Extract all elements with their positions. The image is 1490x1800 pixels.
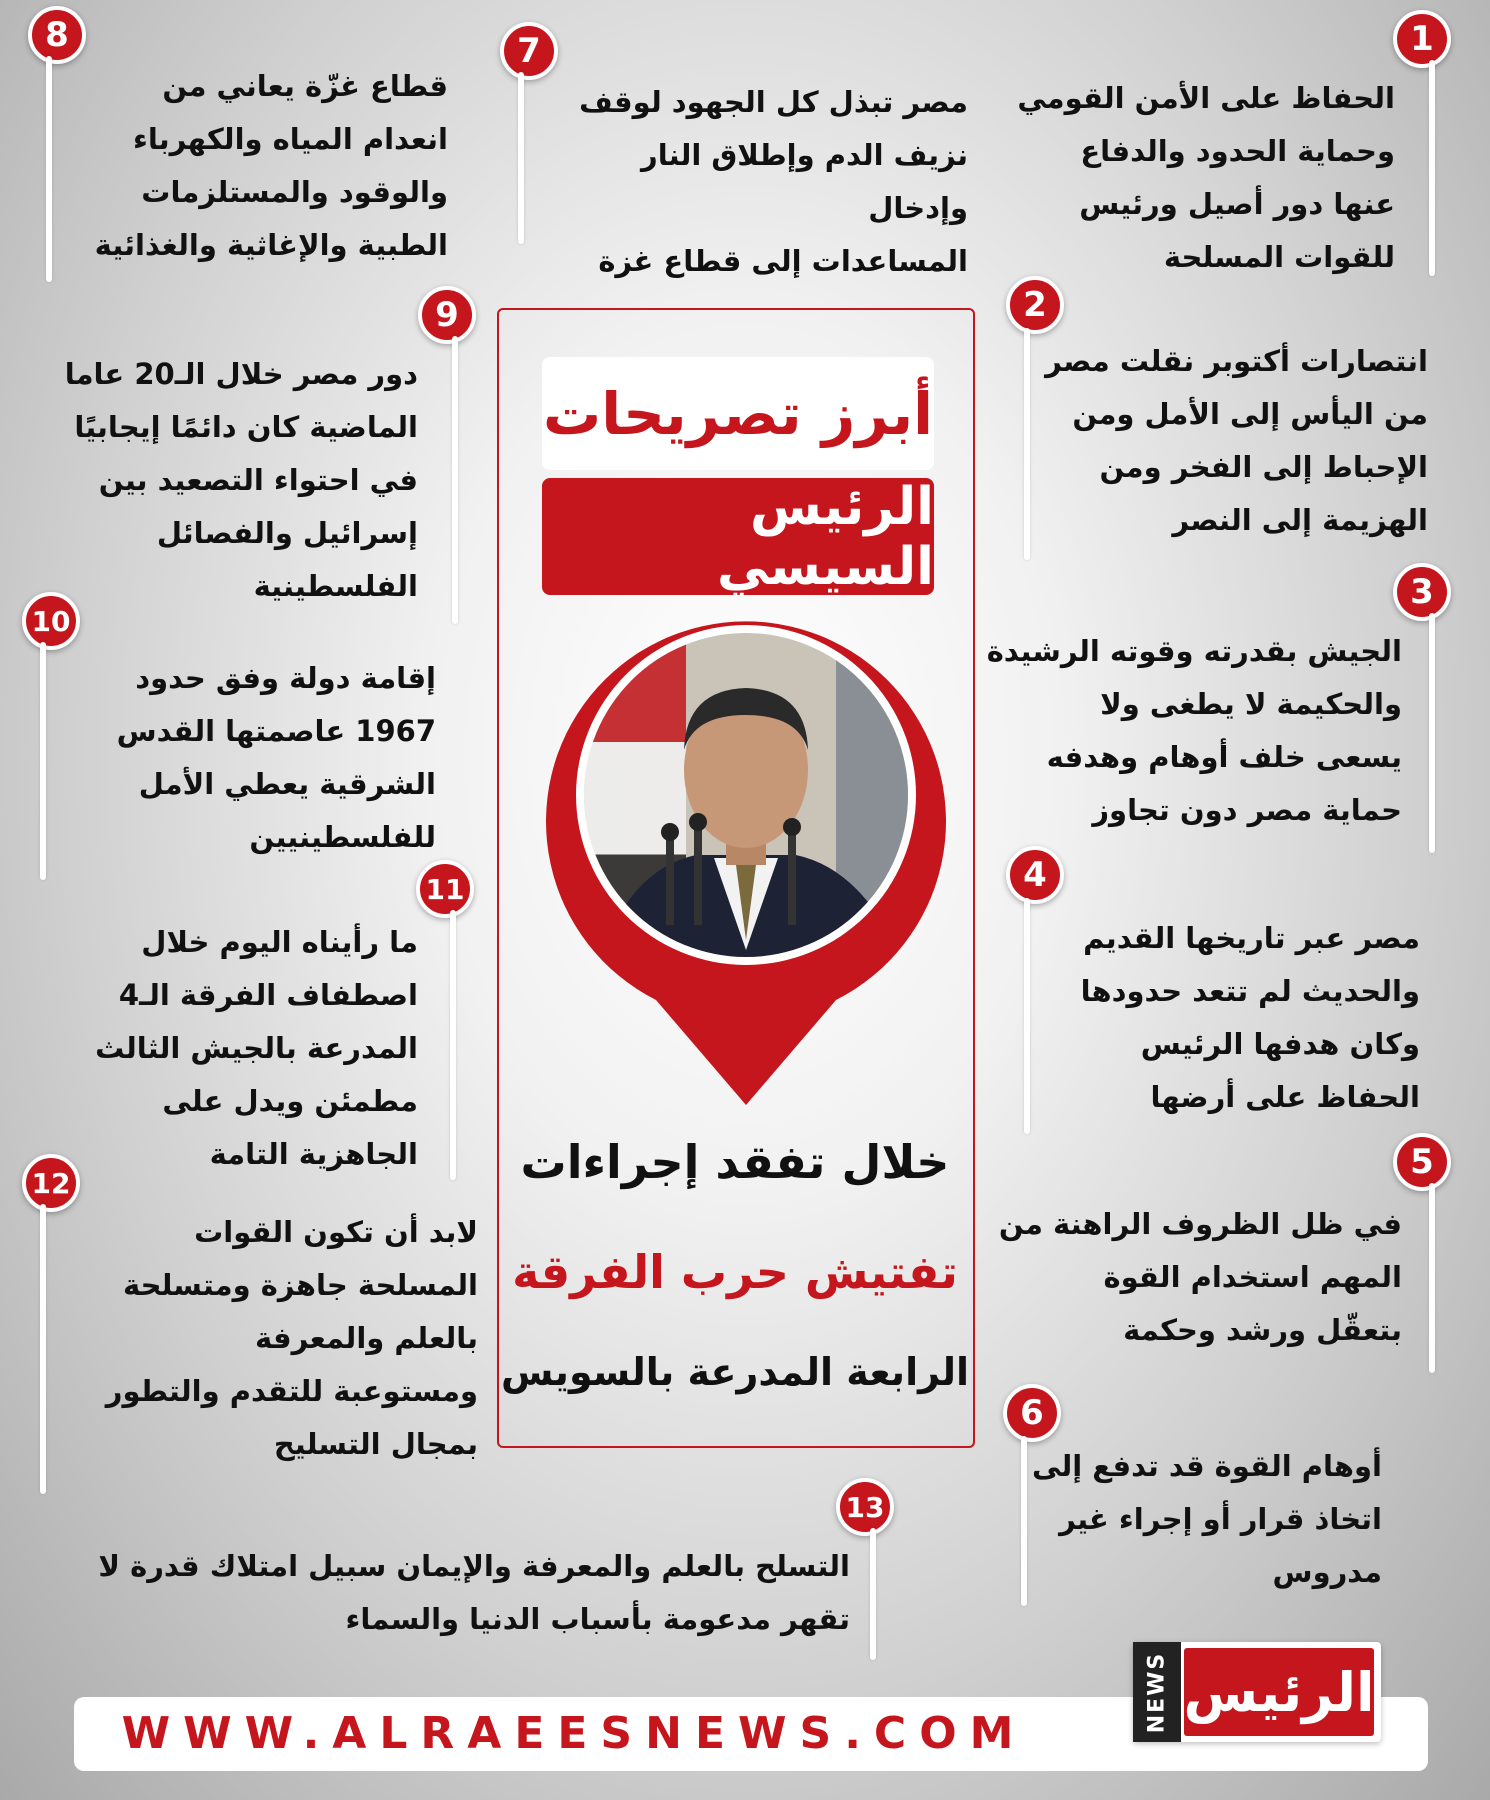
statement-7 xyxy=(548,76,968,288)
number-badge-7: 7 xyxy=(500,22,558,80)
statement-3-text: الجيش بقدرته وقوته الرشيدة والحكيمة لا يطغى ولا يسعى خلف أوهام وهدفه حماية مصر دون تجاوز xyxy=(986,634,1402,827)
number-badge-8: 8 xyxy=(28,6,86,64)
logo-news-tag xyxy=(1133,1642,1181,1742)
statement-7-text: مصر تبذل كل الجهود لوقف نزيف الدم وإطلاق النار وإدخال المساعدات إلى قطاع غزة xyxy=(579,85,968,278)
statement-2 xyxy=(998,335,1428,547)
statement-9 xyxy=(28,348,418,613)
connector-line-1 xyxy=(1429,60,1435,276)
statement-12-text: لابد أن تكون القوات المسلحة جاهزة ومتسلحة بالعلم والمعرفة ومستوعبة للتقدم والتطور بمجال التسليح xyxy=(105,1215,478,1461)
statement-13 xyxy=(90,1540,850,1646)
statement-6-text: أوهام القوة قد تدفع إلى اتخاذ قرار أو إجراء غير مدروس xyxy=(1032,1449,1382,1589)
number-badge-3: 3 xyxy=(1393,563,1451,621)
subtitle-line-2: تفتيش حرب الفرقة xyxy=(512,1245,958,1299)
headline-top: أبرز تصريحات xyxy=(542,357,934,470)
website-url[interactable]: WWW.ALRAEESNEWS.COM xyxy=(121,1708,1027,1759)
statement-8-text: قطاع غزّة يعاني من انعدام المياه والكهرباء والوقود والمستلزمات الطبية والإغاثية والغذائية xyxy=(94,69,448,262)
connector-line-8 xyxy=(46,56,52,282)
statement-12 xyxy=(78,1206,478,1471)
statement-10 xyxy=(78,652,436,864)
statement-6 xyxy=(992,1440,1382,1599)
statement-13-text: التسلح بالعلم والمعرفة والإيمان سبيل امتلاك قدرة لا تقهر مدعومة بأسباب الدنيا والسماء xyxy=(98,1549,850,1636)
connector-line-10 xyxy=(40,642,46,880)
number-badge-13: 13 xyxy=(836,1478,894,1536)
statement-4-text: مصر عبر تاريخها القديم والحديث لم تتعد حدودها وكان هدفها الرئيس الحفاظ على أرضها xyxy=(1080,921,1420,1114)
subtitle-line-1: خلال تفقد إجراءات xyxy=(520,1135,950,1189)
statement-10-text: إقامة دولة وفق حدود 1967 عاصمتها القدس الشرقية يعطي الأمل للفلسطينيين xyxy=(116,661,436,854)
connector-line-7 xyxy=(518,72,524,244)
logo-news-text: NEWS xyxy=(1144,1651,1170,1733)
number-badge-10: 10 xyxy=(22,592,80,650)
statement-1 xyxy=(975,72,1395,284)
number-badge-6: 6 xyxy=(1003,1384,1061,1442)
number-badge-12: 12 xyxy=(22,1154,80,1212)
connector-line-11 xyxy=(450,910,456,1180)
subtitle-line-3: الرابعة المدرعة بالسويس xyxy=(500,1350,970,1394)
logo-wordmark: الرئيس xyxy=(1184,1648,1374,1736)
statement-3 xyxy=(942,625,1402,837)
connector-line-5 xyxy=(1429,1183,1435,1373)
statement-8 xyxy=(78,60,448,272)
connector-line-12 xyxy=(40,1204,46,1494)
number-badge-9: 9 xyxy=(418,286,476,344)
statement-2-text: انتصارات أكتوبر نقلت مصر من اليأس إلى الأمل ومن الإحباط إلى الفخر ومن الهزيمة إلى النصر xyxy=(1045,344,1428,537)
statement-1-text: الحفاظ على الأمن القومي وحماية الحدود والدفاع عنها دور أصيل ورئيس للقوات المسلحة xyxy=(1017,81,1395,274)
statement-5 xyxy=(962,1198,1402,1357)
statement-11 xyxy=(58,916,418,1181)
portrait-pin xyxy=(536,620,956,1120)
statement-11-text: ما رأيناه اليوم خلال اصطفاف الفرقة الـ4 المدرعة بالجيش الثالث مطمئن ويدل على الجاهزية التامة xyxy=(95,925,418,1171)
statement-9-text: دور مصر خلال الـ20 عاما الماضية كان دائمًا إيجابيًا في احتواء التصعيد بين إسرائيل والفصائل الفلسطينية xyxy=(64,357,418,603)
statement-5-text: في ظل الظروف الراهنة من المهم استخدام القوة بتعقّل ورشد وحكمة xyxy=(998,1207,1402,1347)
headline-bottom: الرئيس السيسي xyxy=(542,478,934,595)
number-badge-4: 4 xyxy=(1006,846,1064,904)
connector-line-9 xyxy=(452,336,458,624)
number-badge-1: 1 xyxy=(1393,10,1451,68)
connector-line-3 xyxy=(1429,613,1435,853)
number-badge-11: 11 xyxy=(416,860,474,918)
number-badge-5: 5 xyxy=(1393,1133,1451,1191)
connector-line-13 xyxy=(870,1528,876,1660)
number-badge-2: 2 xyxy=(1006,276,1064,334)
statement-4 xyxy=(1000,912,1420,1124)
